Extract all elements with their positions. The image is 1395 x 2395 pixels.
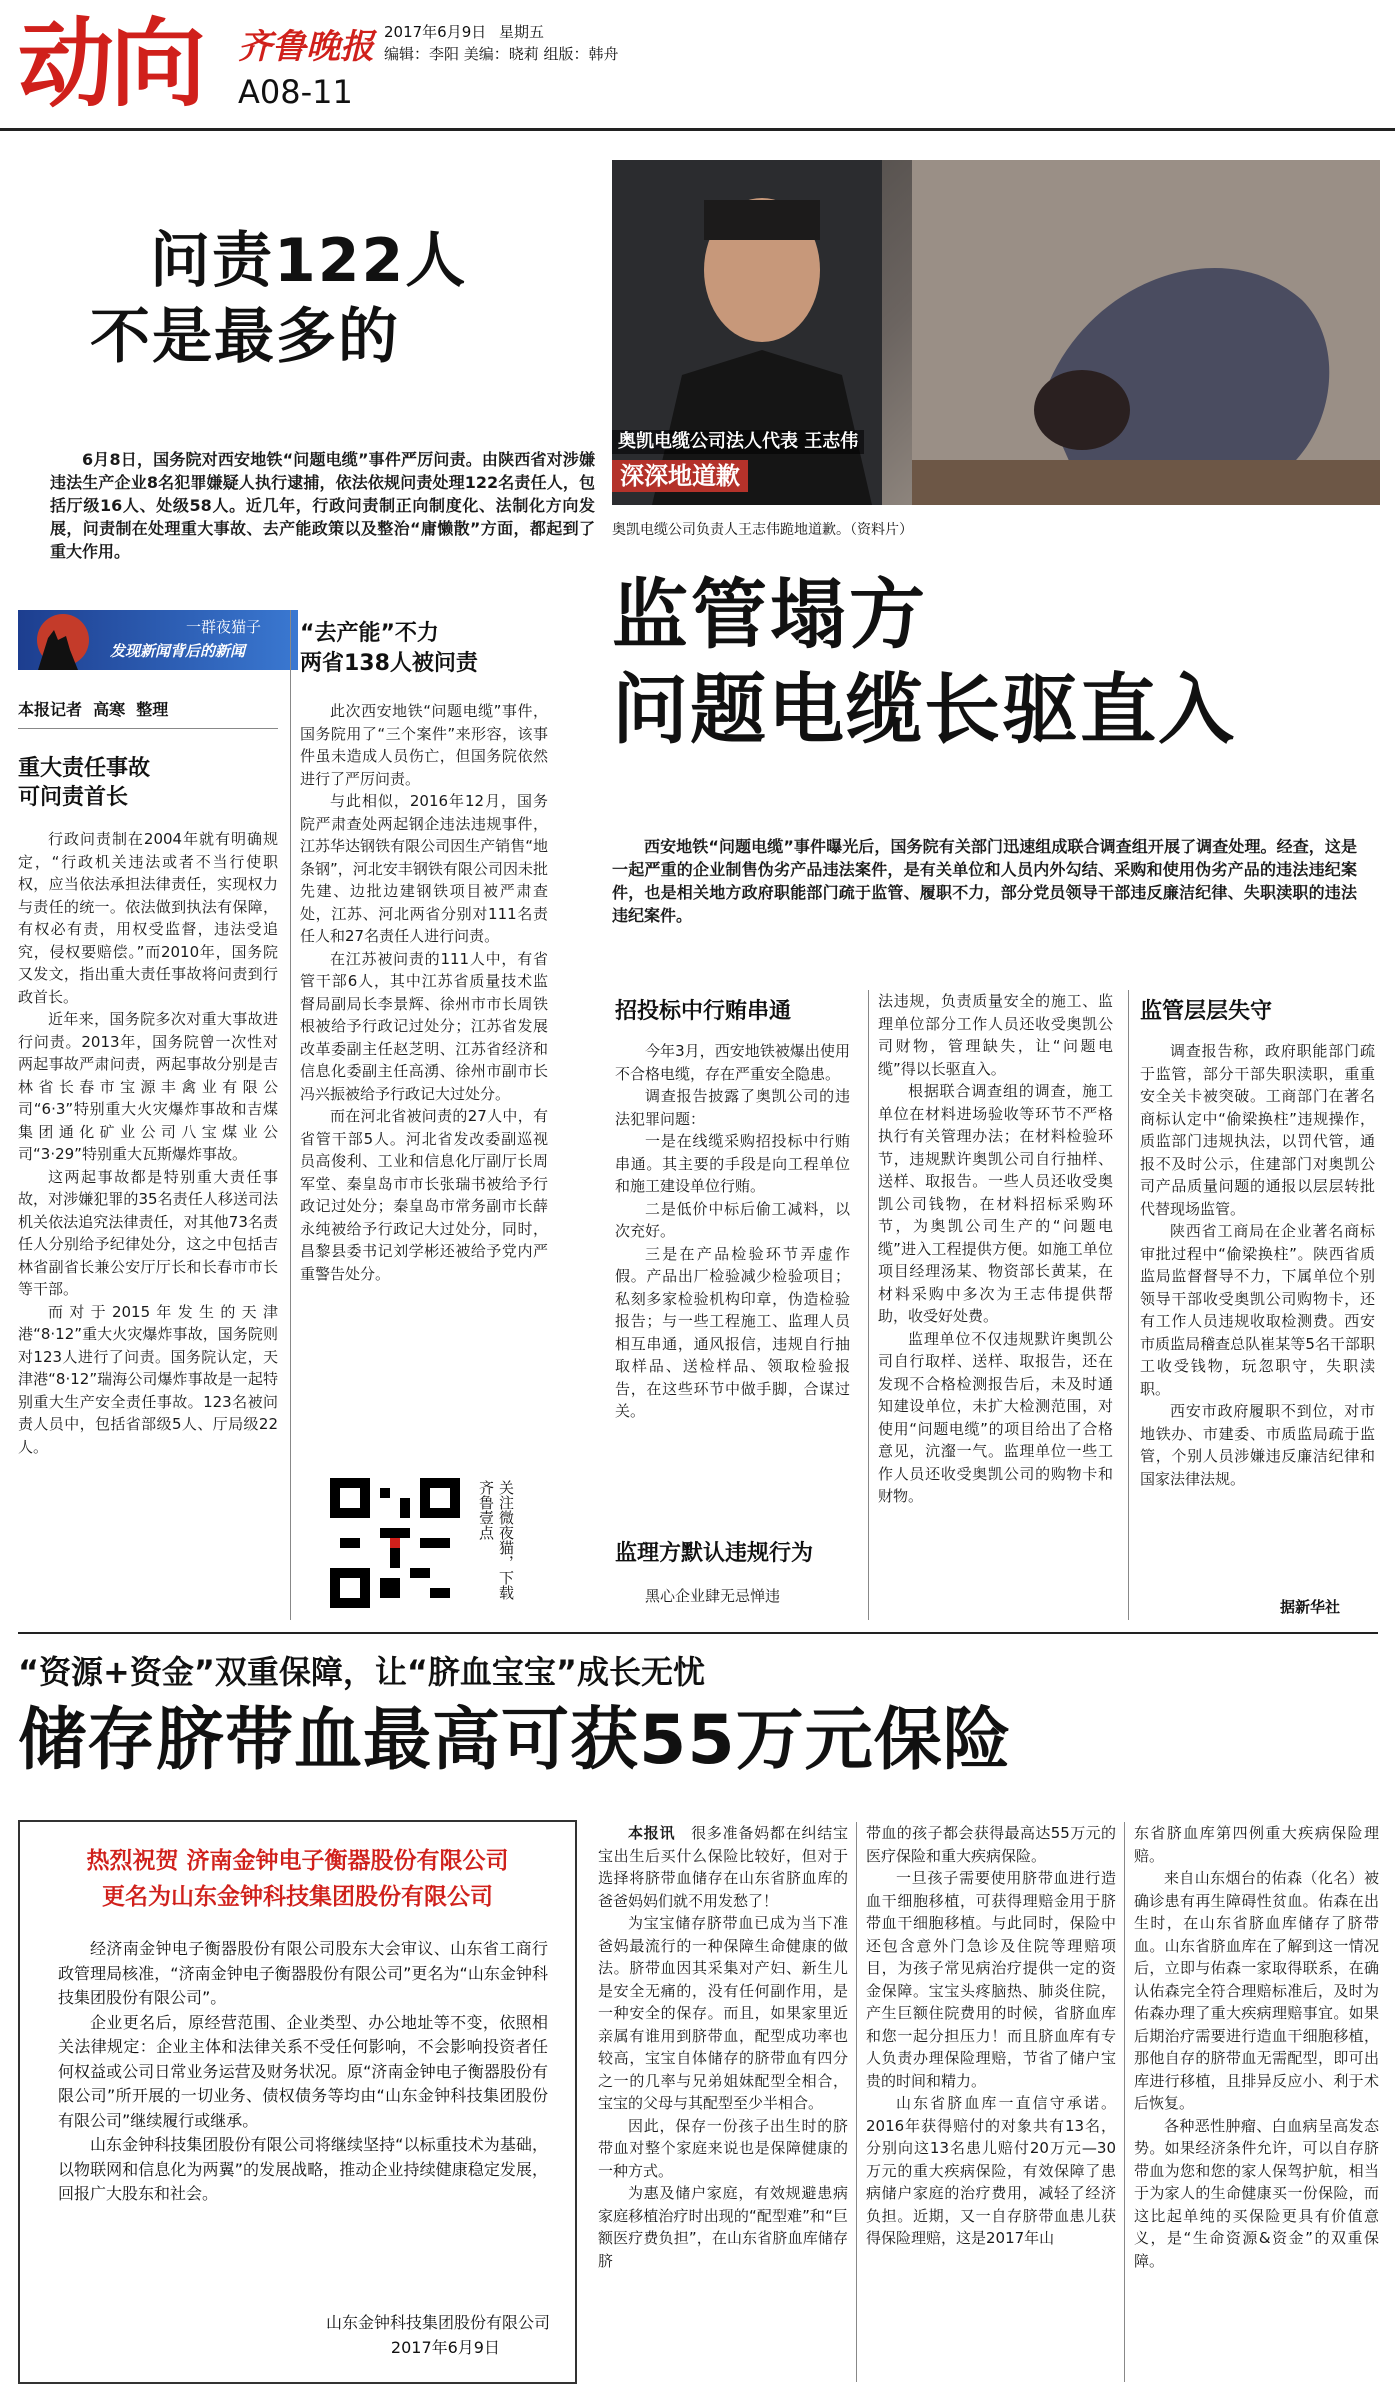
paragraph: 来自山东烟台的佑森（化名）被确诊患有再生障碍性贫血。佑森在出生时，在山东省脐血库储存了脐带血。山东省脐血库在了解到这一情况后，立即与佑森一家取得联系，在确认佑森完全符合理赔标准后，及时为佑森办理了重大疾病理赔事宜。如果后期治疗需要进行造血干细胞移植，那他自存的脐带血无需配型，即可出库进行移植，且排异反应小、利于术后恢复。	[1134, 1869, 1379, 2112]
story2-column-a-tail	[615, 1585, 850, 1608]
story3-kicker: “资源+资金”双重保障，让“脐血宝宝”成长无忧	[18, 1653, 705, 1691]
notice-title-2: 更名为山东金钟科技集团股份有限公司	[102, 1884, 493, 1910]
notice-date: 2017年6月9日	[390, 2338, 500, 2357]
story2-subhead-3: 监管层层失守	[1140, 999, 1273, 1024]
paragraph: 此次西安地铁“问题电缆”事件，国务院用了“三个案件”来形容，该事件虽未造成人员伤亡，但国务院依然进行了严厉问责。	[300, 702, 548, 788]
qr-code[interactable]	[330, 1478, 460, 1608]
paragraph: 经济南金钟电子衡器股份有限公司股东大会审议、山东省工商行政管理局核准，“济南金钟电子衡器股份有限公司”更名为“山东金钟科技集团股份有限公司”。	[58, 1939, 548, 2007]
paper-logo: 齐鲁晚报	[238, 27, 374, 67]
column-divider	[290, 610, 291, 1620]
story2-source: 据新华社	[1280, 1598, 1341, 1616]
section-title: 动向	[18, 8, 202, 120]
paragraph: 今年3月，西安地铁被爆出使用不合格电缆，存在严重安全隐患。	[615, 1042, 850, 1083]
notice-title-1: 热烈祝贺 济南金钟电子衡器股份有限公司	[86, 1848, 509, 1874]
paragraph: 三是在产品检验环节弄虚作假。产品出厂检验减少检验项目；私刻多家检验机构印章，伪造检验报告；与一些工程施工、监理人员相互串通，通风报信，违规自行抽取样品、送检样品、领取检验报告，在这些环节中做手脚，合谋过关。	[615, 1244, 850, 1420]
column-divider	[1124, 1822, 1125, 2382]
story2-subhead-1: 招投标中行贿串通	[615, 999, 792, 1024]
paragraph: 各种恶性肿瘤、白血病呈高发态势。如果经济条件允许，可以自存脐带血为您和您的家人保驾护航，相当于为家人的生命健康买一份保险，而这比起单纯的买保险更具有价值意义，是“生命资源&资金”的双重保障。	[1134, 2116, 1379, 2270]
paragraph: 监理单位不仅违规默许奥凯公司自行取样、送样、取报告，还在发现不合格检测报告后，未及时通知建设单位，未扩大检测范围，对使用“问题电缆”的项目给出了合格意见，沆瀣一气。监理单位一些工作人员还收受奥凯公司的购物卡和财物。	[878, 1329, 1113, 1505]
paragraph: 陕西省工商局在企业著名商标审批过程中“偷梁换柱”。陕西省质监局监督督导不力，下属单位个别领导干部收受奥凯公司购物卡，还有工作人员违规收取检测费。西安市质监局稽查总队崔某等5名干部职工收受钱物，玩忽职守，失职渎职。	[1140, 1222, 1375, 1398]
qr-icon	[330, 1478, 460, 1608]
story2-subhead-2: 监理方默认违规行为	[615, 1541, 814, 1566]
story2-lead	[612, 835, 1357, 927]
story3-column-3	[1134, 1822, 1379, 2382]
paragraph: 为惠及储户家庭，有效规避患病家庭移植治疗时出现的“配型难”和“巨额医疗费负担”，在山东省脐血库储存脐	[598, 2184, 848, 2270]
story1-column-1	[18, 828, 278, 1618]
page-number: A08-11	[238, 73, 353, 111]
banner-text-1: 一群夜猫子	[186, 618, 262, 636]
paragraph: 西安市政府履职不到位，对市地铁办、市建委、市质监局疏于监管，个别人员涉嫌违反廉洁纪律和国家法律法规。	[1140, 1402, 1375, 1488]
weekday-text: 星期五	[499, 23, 545, 41]
lead-text: 很多准备妈都在纠结宝宝出生后买什么保险比较好，但对于选择将脐带血储存在山东省脐血库的爸爸妈妈们就不用发愁了！	[598, 1824, 848, 1910]
paragraph: 山东省脐血库一直信守承诺。2016年获得赔付的对象共有13名，分别向这13名患儿赔付20万元—30万元的重大疾病保险，有效保障了患病储户家庭的治疗费用，减轻了经济负担。近期，又一自存脐带血患儿获得保险理赔，这是2017年山	[866, 2094, 1116, 2247]
paragraph: 这两起事故都是特别重大责任事故，对涉嫌犯罪的35名责任人移送司法机关依法追究法律责任，对其他73名责任人分别给予纪律处分，这之中包括吉林省副省长兼公安厅厅长和长春市市长等干部。	[18, 1167, 278, 1298]
notice-body	[58, 1937, 548, 2207]
photo-caption-name: 奥凯电缆公司法人代表 王志伟	[612, 430, 864, 454]
story3-column-1	[598, 1822, 848, 2382]
photo-caption-action: 深深地道歉	[612, 460, 748, 492]
column-divider	[1128, 990, 1129, 1620]
paragraph: 二是低价中标后偷工减料，以次充好。	[615, 1199, 850, 1240]
story2-headline-2: 问题电缆长驱直入	[612, 665, 1236, 754]
column-divider	[856, 1822, 857, 2382]
qr-caption: 关注微夜猫，下载齐鲁壹点	[477, 1480, 515, 1600]
paragraph: 行政问责制在2004年就有明确规定，“行政机关违法或者不当行使职权，应当依法承担法律责任，实现权力与责任的统一。依法做到执法有保障，有权必有责，用权受监督，违法受追究，侵权要赔偿。”而2010年，国务院又发文，指出重大责任事故将问责到行政首长。	[18, 830, 278, 1006]
masthead	[0, 0, 1395, 130]
masthead-rule	[0, 128, 1395, 131]
paragraph: 山东金钟科技集团股份有限公司将继续坚持“以标重技术为基础，以物联网和信息化为两翼”的发展战略，推动企业持续健康稳定发展，回报广大股东和社会。	[58, 2135, 548, 2203]
paragraph	[598, 1822, 848, 1912]
story1-column-2	[300, 700, 548, 1460]
notice-signature: 山东金钟科技集团股份有限公司	[325, 2313, 550, 2332]
paragraph: 黑心企业肆无忌惮违	[645, 1587, 781, 1605]
column-banner	[18, 610, 298, 670]
news-photo	[612, 160, 1380, 505]
byline-rule	[18, 728, 278, 729]
paragraph: 在江苏被问责的111人中，有省管干部6人，其中江苏省质量技术监督局副局长李景辉、徐州市市长周铁根被给予行政记过处分；江苏省发展改革委副主任赵芝明、江苏省经济和信息化委副主任高湧、徐州市副市长冯兴振被给予行政记大过处分。	[300, 949, 548, 1103]
story2-column-c	[1140, 1040, 1375, 1595]
paragraph: 一是在线缆采购招投标中行贿串通。其主要的手段是向工程单位和施工建设单位行贿。	[615, 1132, 850, 1195]
date-text: 2017年6月9日	[384, 23, 487, 41]
story3-column-2	[866, 1822, 1116, 2382]
story2-lead-text: 西安地铁“问题电缆”事件曝光后，国务院有关部门迅速组成联合调查组开展了调查处理。经查，这是一起严重的企业制售伪劣产品违法案件，是有关单位和人员内外勾结、采购和使用伪劣产品的违法违纪案件，也是相关地方政府职能部门疏于监管、履职不力，部分党员领导干部违反廉洁纪律、失职渎职的违法违纪案件。	[612, 837, 1357, 925]
paragraph: 企业更名后，原经营范围、企业类型、办公地址等不变，依照相关法律规定：企业主体和法律关系不受任何影响，不会影响投资者任何权益或公司日常业务运营及财务状况。原“济南金钟电子衡器股份有限公司”所开展的一切业务、债权债务等均由“山东金钟科技集团股份有限公司”继续履行或继承。	[58, 2012, 548, 2130]
paragraph: 与此相似，2016年12月，国务院严肃查处两起钢企违法违规事件，江苏华达钢铁有限公司因生产销售“地条钢”，河北安丰钢铁有限公司因未批先建、边批边建钢铁项目被严肃查处，江苏、河北两省分别对111名责任人和27名责任人进行问责。	[300, 792, 548, 945]
paragraph: 东省脐血库第四例重大疾病保险理赔。	[1134, 1824, 1379, 1865]
paragraph: 为宝宝储存脐带血已成为当下准爸妈最流行的一种保障生命健康的做法。脐带血因其采集对产妇、新生儿是安全无痛的，没有任何副作用，是一种安全的保存。而且，如果家里近亲属有谁用到脐带血，配型成功率也较高，宝宝自体储存的脐带血有四分之一的几率与兄弟姐妹配型全相合，宝宝的父母与其配型至少半相合。	[598, 1914, 848, 2112]
story1-subhead-1-line1: 重大责任事故	[18, 756, 151, 781]
notice-box	[18, 1820, 577, 2384]
paragraph: 而在河北省被问责的27人中，有省管干部5人。河北省发改委副巡视员高俊利、工业和信息化厅副厅长周军堂、秦皇岛市市长张瑞书被给予行政记过处分；秦皇岛市常务副市长薛永纯被给予行政记大过处分，同时，昌黎县委书记刘学彬还被给予党内严重警告处分。	[300, 1107, 548, 1283]
column-divider	[868, 990, 869, 1620]
paragraph: 因此，保存一份孩子出生时的脐带血对整个家庭来说也是保障健康的一种方式。	[598, 2116, 848, 2180]
story1-lead-text: 6月8日，国务院对西安地铁“问题电缆”事件严厉问责。由陕西省对涉嫌违法生产企业8名犯罪嫌疑人执行逮捕，依法依规问责处理122名责任人，包括厅级16人、处级58人。近几年，行政问责制正向制度化、法制化方向发展，问责制在处理重大事故、去产能政策以及整治“庸懒散”方面，都起到了重大作用。	[50, 450, 595, 561]
paragraph: 而对于2015年发生的天津港“8·12”重大火灾爆炸事故，国务院则对123人进行了问责。国务院认定，天津港“8·12”瑞海公司爆炸事故是一起特别重大生产安全责任事故。123名被问责人员中，包括省部级5人、厅局级22人。	[18, 1302, 278, 1456]
story1-headline-2: 不是最多的	[90, 302, 400, 372]
staff-credits: 编辑：李阳 美编：晓莉 组版：韩舟	[384, 45, 619, 63]
paragraph: 近年来，国务院多次对重大事故进行问责。2013年，国务院曾一次性对两起事故严肃问责，两起事故分别是吉林省长春市宝源丰禽业有限公司“6·3”特别重大火灾爆炸事故和吉煤集团通化矿业公司八宝煤业公司“3·29”特别重大瓦斯爆炸事故。	[18, 1010, 278, 1163]
photo-credit: 奥凯电缆公司负责人王志伟跪地道歉。（资料片）	[612, 522, 913, 538]
story2-column-b	[878, 990, 1113, 1618]
paragraph: 调查报告称，政府职能部门疏于监管，部分干部失职渎职，重重安全关卡被突破。工商部门在著名商标认定中“偷梁换柱”违规操作，质监部门违规执法，以罚代管，通报不及时公示，住建部门对奥凯公司产品质量问题的通报以层层转批代替现场监管。	[1140, 1042, 1375, 1218]
story3-headline: 储存脐带血最高可获55万元保险	[18, 1701, 1012, 1780]
lead-label: 本报讯	[628, 1824, 676, 1842]
paragraph: 带血的孩子都会获得最高达55万元的医疗保险和重大疾病保险。	[866, 1824, 1116, 1865]
story1-subhead-2-line2: 两省138人被问责	[300, 651, 478, 676]
paragraph: 根据联合调查组的调查，施工单位在材料进场验收等环节不严格执行有关管理办法；在材料检验环节，违规默许奥凯公司自行抽样、送样、取报告。一些人员还收受奥凯公司钱物，在材料招标采购环节，为奥凯公司生产的“问题电缆”进入工程提供方便。如施工单位项目经理汤某、物资部长黄某，在材料采购中多次为王志伟提供帮助，收受好处费。	[878, 1082, 1113, 1325]
issue-date	[384, 22, 544, 42]
story1-headline-1: 问责122人	[150, 226, 468, 296]
wolf-moon-icon	[18, 610, 108, 670]
story2-column-a	[615, 1040, 850, 1490]
story1-lead	[50, 448, 595, 563]
paragraph: 一旦孩子需要使用脐带血进行造血干细胞移植，可获得理赔金用于脐带血干细胞移植。与此同时，保险中还包含意外门急诊及住院等理赔项目，为孩子常见病治疗提供一定的资金保障。宝宝头疼脑热、肺炎住院，产生巨额住院费用的时候，省脐血库和您一起分担压力！而且脐血库有专人负责办理保险理赔，节省了储户宝贵的时间和精力。	[866, 1869, 1116, 2090]
paragraph: 调查报告披露了奥凯公司的违法犯罪问题：	[615, 1087, 850, 1128]
paragraph: 法违规，负责质量安全的施工、监理单位部分工作人员还收受奥凯公司财物，管理缺失，让“问题电缆”得以长驱直入。	[878, 992, 1113, 1078]
byline: 本报记者 高寒 整理	[18, 700, 169, 719]
section-rule	[18, 1632, 1378, 1634]
story1-subhead-1-line2: 可问责首长	[18, 785, 129, 810]
story2-headline-1: 监管塌方	[612, 570, 928, 659]
story1-subhead-2-line1: “去产能”不力	[300, 621, 439, 646]
banner-text-2: 发现新闻背后的新闻	[110, 642, 246, 660]
